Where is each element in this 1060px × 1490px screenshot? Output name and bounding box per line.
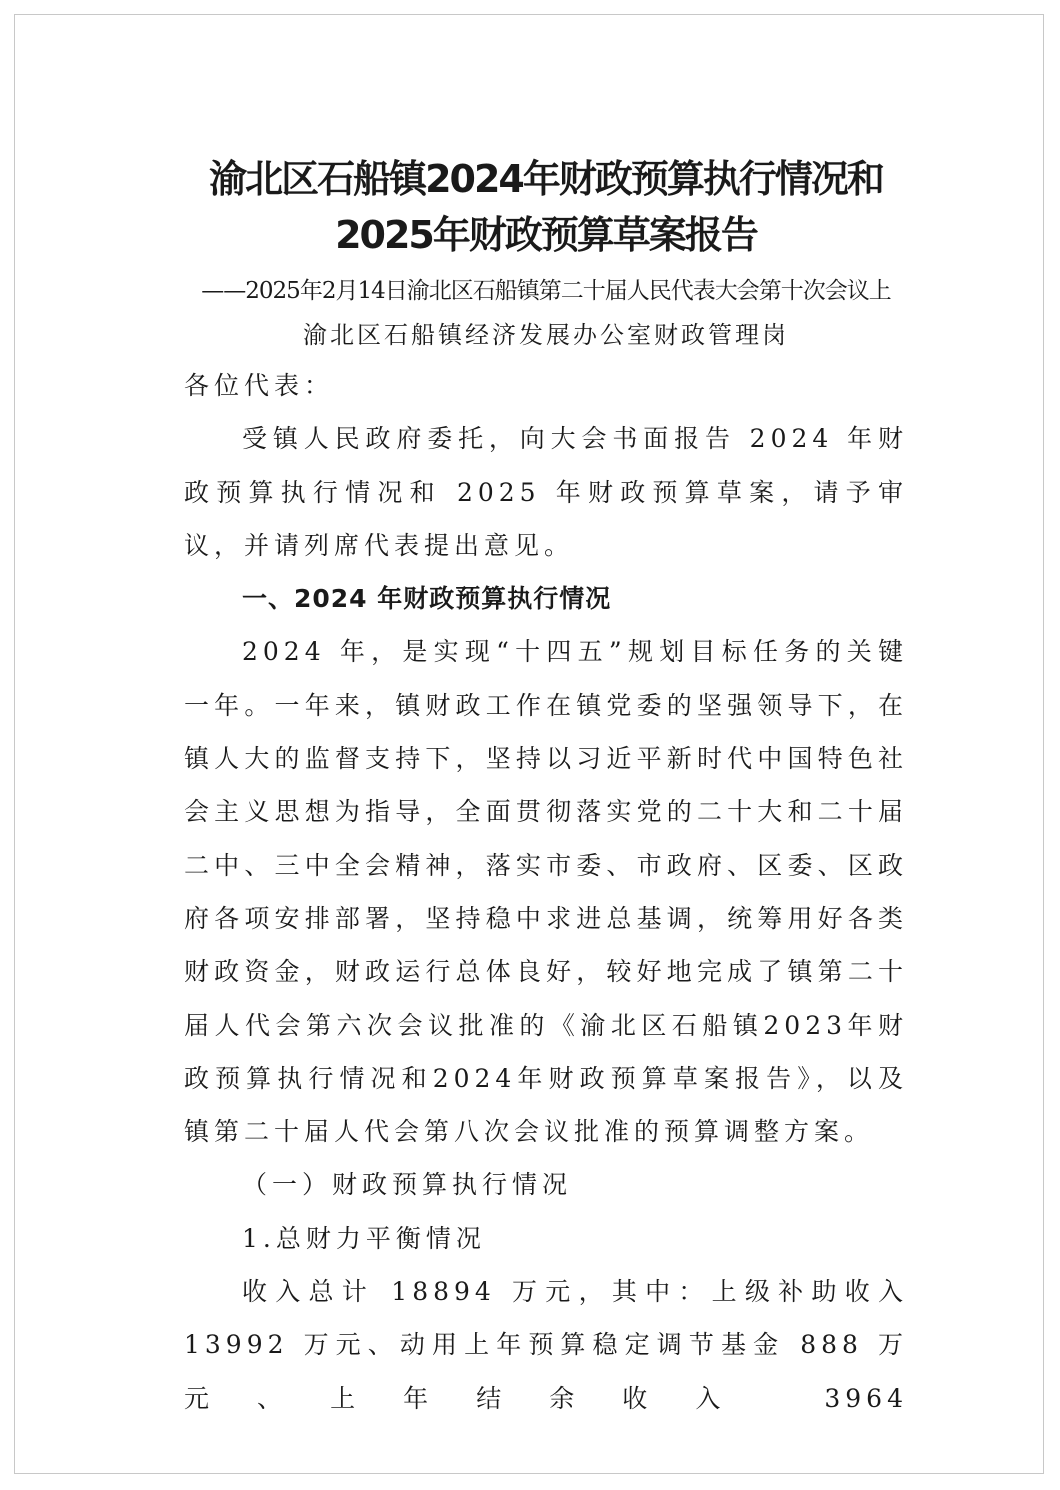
document-title [184, 151, 908, 263]
title-line-1: 渝北区石船镇2024年财政预算执行情况和 [209, 157, 883, 201]
intro-paragraph: 受镇人民政府委托，向大会书面报告 2024 年财政预算执行情况和 2025 年财政预算草案，请予审议，并请列席代表提出意见。 [184, 424, 908, 560]
salutation: 各位代表： [184, 371, 335, 400]
department-line: 渝北区石船镇经济发展办公室财政管理岗 [303, 321, 789, 349]
title-line-2: 2025年财政预算草案报告 [335, 213, 757, 257]
subsection-1-heading: （一）财政预算执行情况 [242, 1170, 573, 1200]
item-1-heading: 1.总财力平衡情况 [242, 1223, 486, 1253]
meeting-subtitle: ——2025年2月14日渝北区石船镇第二十届人民代表大会第十次会议上 [201, 278, 891, 304]
item-1-paragraph: 收入总计 18894 万元，其中：上级补助收入 13992 万元、动用上年预算稳定调节基金 888 万元、上年结余收入 3964 [184, 1277, 908, 1413]
section-1-heading: 一、2024 年财政预算执行情况 [242, 584, 612, 614]
document-content [184, 151, 908, 1425]
document-page [14, 14, 1044, 1474]
section-1-paragraph: 2024 年，是实现“十四五”规划目标任务的关键一年。一年来，镇财政工作在镇党委的坚强领导下，在镇人大的监督支持下，坚持以习近平新时代中国特色社会主义思想为指导，全面贯彻落实党的二十大和二十届二中、三中全会精神，落实市委、市政府、区委、区政府各项安排部署，坚持稳中求进总基调，统筹用好各类财政资金，财政运行总体良好，较好地完成了镇第二十届人代会第六次会议批准的《渝北区石船镇2023年财政预算执行情况和2024年财政预算草案报告》，以及镇第二十届人代会第八次会议批准的预算调整方案。 [184, 637, 908, 1147]
